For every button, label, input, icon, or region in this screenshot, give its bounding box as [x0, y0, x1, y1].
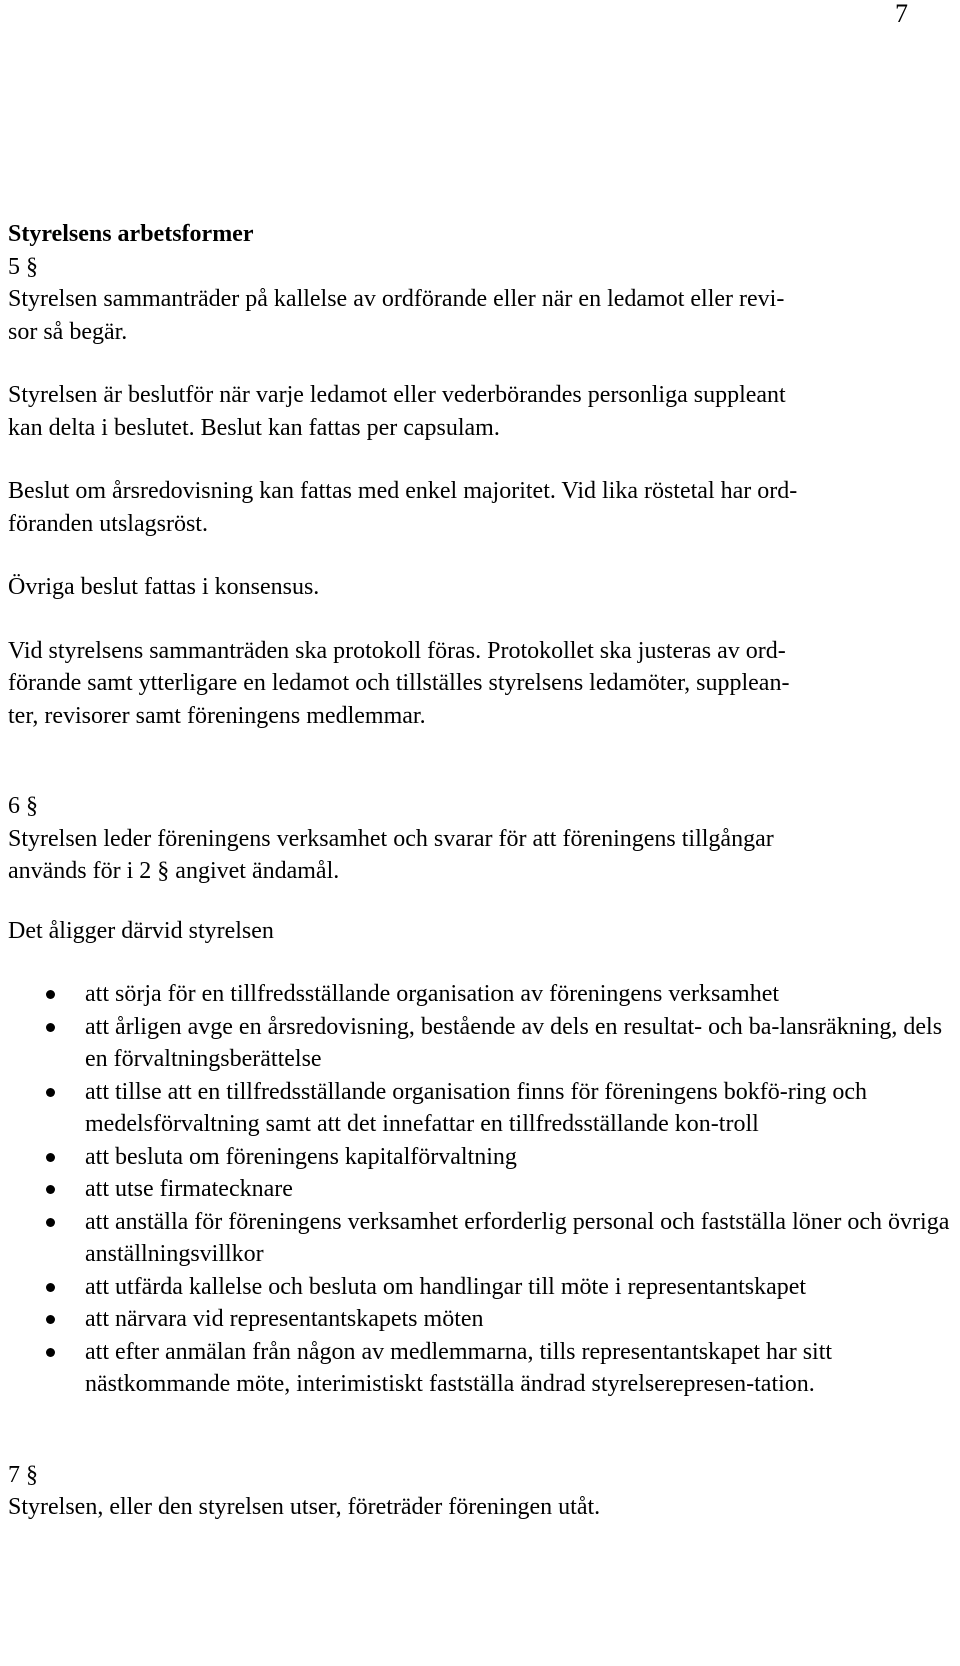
paragraph-5-text-3: Beslut om årsredovisning kan fattas med enkel majoritet. Vid lika röstetal har ord- föranden utslagsröst.: [8, 478, 798, 537]
list-item: att utfärda kallelse och besluta om handlingar till möte i representantskapet: [8, 1271, 954, 1304]
list-item: att närvara vid representantskapets möten: [8, 1303, 954, 1336]
list-item: att efter anmälan från någon av medlemmarna, tills representantskapet har sitt nästkommande möte, interimistiskt fastställa ändrad styrelserepresen-tation.: [8, 1336, 954, 1401]
paragraph-5-text-4: Övriga beslut fattas i konsensus.: [8, 574, 320, 600]
paragraph-6-text-1: Styrelsen leder föreningens verksamhet och svarar för att föreningens tillgångar används för i 2 § angivet ändamål.: [8, 825, 774, 884]
list-item: att sörja för en tillfredsställande organisation av föreningens verksamhet: [8, 978, 954, 1011]
paragraph-5-text-5: Vid styrelsens sammanträden ska protokoll föras. Protokollet ska justeras av ord- förande samt ytterligare en ledamot och tillställes styrelsens ledamöter, supplean- ter, revisorer samt föreningens medlemmar.: [8, 637, 790, 729]
document-body: [8, 218, 954, 1524]
paragraph-number-6: 6 §: [8, 793, 38, 819]
paragraph-6-text-2: Det åligger därvid styrelsen: [8, 917, 274, 944]
list-item: att utse firmatecknare: [8, 1173, 954, 1206]
duties-list: [8, 978, 954, 1401]
paragraph-number-7: 7 §: [8, 1461, 38, 1488]
paragraph-5-text-2: Styrelsen är beslutför när varje ledamot eller vederbörandes personliga suppleant kan delta i beslutet. Beslut kan fattas per capsulam.: [8, 382, 786, 441]
list-item: att anställa för föreningens verksamhet erforderlig personal och fastställa löner och övriga anställningsvillkor: [8, 1206, 954, 1271]
list-item: att årligen avge en årsredovisning, bestående av dels en resultat- och ba-lansräkning, dels en förvaltningsberättelse: [8, 1011, 954, 1076]
list-item: att besluta om föreningens kapitalförvaltning: [8, 1141, 954, 1174]
paragraph-5-text-1: Styrelsen sammanträder på kallelse av ordförande eller när en ledamot eller revi- sor så begär.: [8, 286, 785, 345]
page-number: 7: [895, 0, 908, 28]
section-heading: Styrelsens arbetsformer: [8, 221, 254, 247]
paragraph-7-text-1: Styrelsen, eller den styrelsen utser, företräder föreningen utåt.: [8, 1494, 601, 1520]
list-item: att tillse att en tillfredsställande organisation finns för föreningens bokfö-ring och medelsförvaltning samt att det innefattar en tillfredsställande kon-troll: [8, 1076, 954, 1141]
paragraph-number-5: 5 §: [8, 253, 38, 280]
